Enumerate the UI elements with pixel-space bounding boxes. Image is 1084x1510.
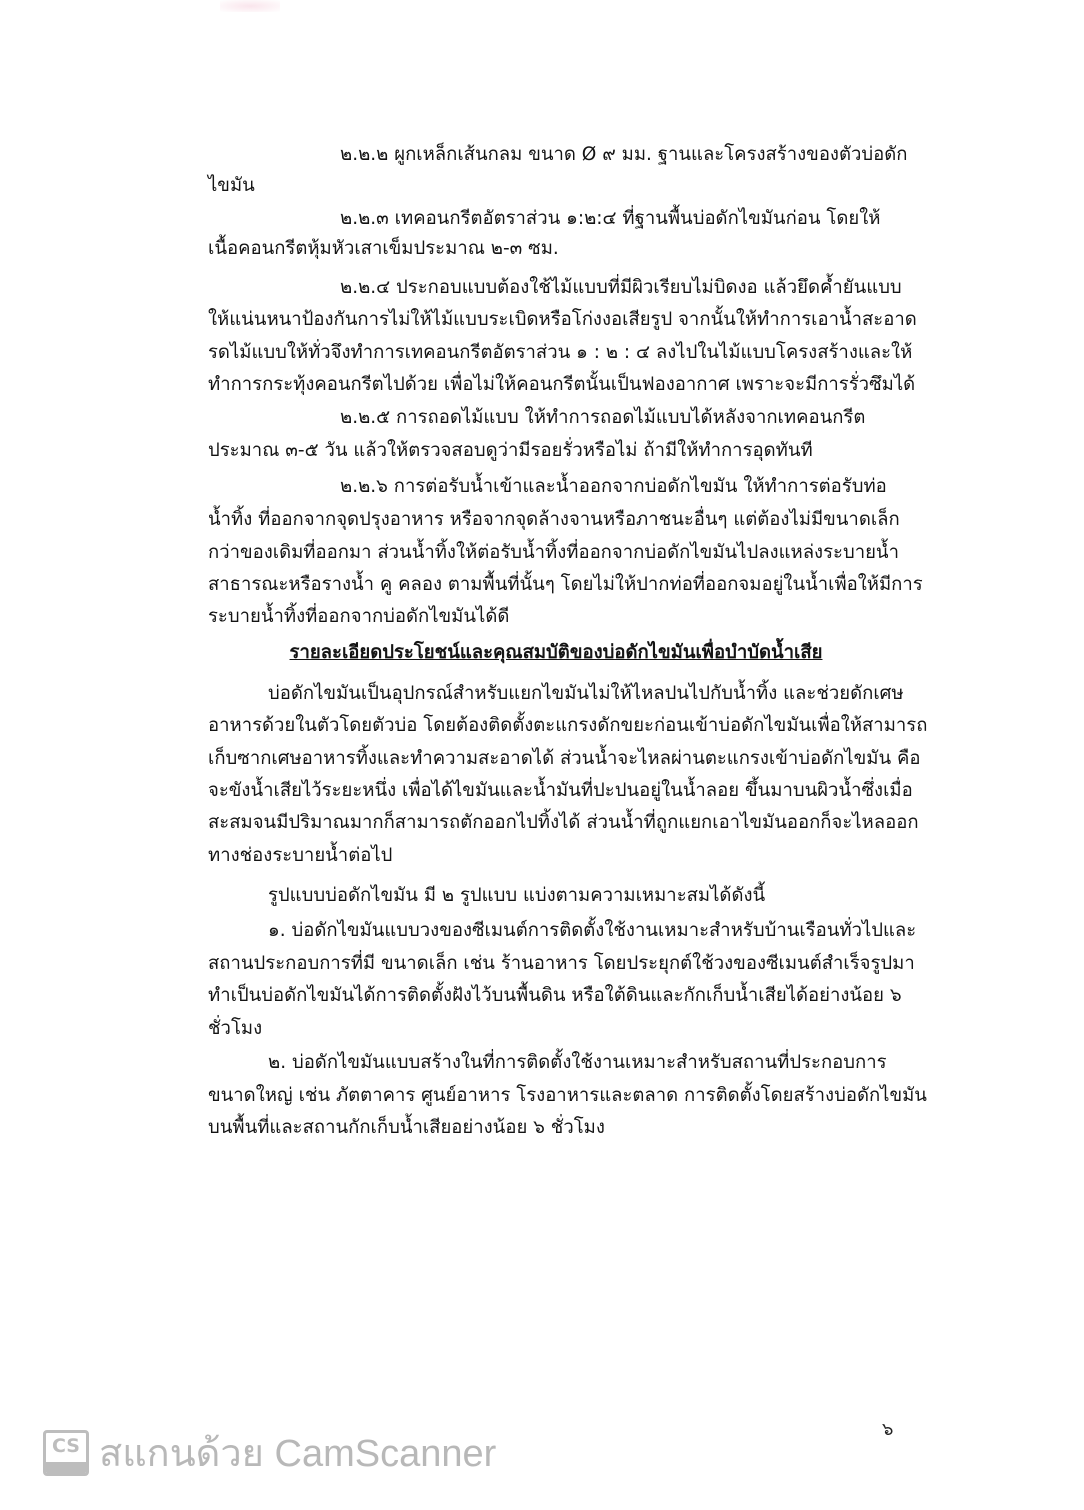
intro-line-2: อาหารด้วยในตัวโดยตัวบ่อ โดยต้องติดตั้งตะแกรงดักขยะก่อนเข้าบ่อดักไขมันเพื่อให้สามารถ: [208, 715, 928, 736]
section-2-2-6-line-4: สาธารณะหรือรางน้ำ คู คลอง ตามพื้นที่นั้นๆ โดยไม่ให้ปากท่อที่ออกจมอยู่ในน้ำเพื่อให้มีการ: [208, 574, 923, 595]
type-1-line-1: ๑. บ่อดักไขมันแบบวงของซีเมนต์การติดตั้งใช้งานเหมาะสำหรับบ้านเรือนทั่วไปและ: [268, 920, 917, 941]
section-heading: รายละเอียดประโยชน์และคุณสมบัติของบ่อดักไขมันเพื่อบำบัดน้ำเสีย: [289, 642, 823, 663]
camscanner-logo-bar: [46, 1462, 86, 1473]
intro-line-1: บ่อดักไขมันเป็นอุปกรณ์สำหรับแยกไขมันไม่ให้ไหลปนไปกับน้ำทิ้ง และช่วยดักเศษ: [268, 683, 904, 704]
section-2-2-2-line-1: ๒.๒.๒ ผูกเหล็กเส้นกลม ขนาด Ø ๙ มม. ฐานและโครงสร้างของตัวบ่อดัก: [340, 144, 908, 165]
type-1-line-3: ทำเป็นบ่อดักไขมันได้การติดตั้งฝังไว้บนพื้นดิน หรือใต้ดินและกักเก็บน้ำเสียได้อย่างน้อย ๖: [208, 985, 902, 1006]
camscanner-logo-text: CS: [52, 1434, 80, 1457]
section-2-2-4-line-2: ให้แน่นหนาป้องกันการไม่ให้ไม้แบบระเบิดหรือโก่งงอเสียรูป จากนั้นให้ทำการเอาน้ำสะอาด: [208, 309, 917, 330]
watermark-text: สแกนด้วย CamScanner: [99, 1433, 497, 1475]
intro-line-5: สะสมจนมีปริมาณมากก็สามารถตักออกไปทิ้งได้ ส่วนน้ำที่ถูกแยกเอาไขมันออกก็จะไหลออก: [208, 812, 919, 833]
section-2-2-4-line-1: ๒.๒.๔ ประกอบแบบต้องใช้ไม้แบบที่มีผิวเรียบไม่บิดงอ แล้วยึดค้ำยันแบบ: [340, 277, 902, 298]
type-2-line-2: ขนาดใหญ่ เช่น ภัตตาคาร ศูนย์อาหาร โรงอาหารและตลาด การติดตั้งโดยสร้างบ่อดักไขมัน: [208, 1085, 927, 1106]
type-2-line-1: ๒. บ่อดักไขมันแบบสร้างในที่การติดตั้งใช้งานเหมาะสำหรับสถานที่ประกอบการ: [268, 1052, 887, 1073]
section-2-2-6-line-1: ๒.๒.๖ การต่อรับน้ำเข้าและน้ำออกจากบ่อดักไขมัน ให้ทำการต่อรับท่อ: [340, 476, 887, 497]
section-2-2-3-line-1: ๒.๒.๓ เทคอนกรีตอัตราส่วน ๑:๒:๔ ที่ฐานพื้นบ่อดักไขมันก่อน โดยให้: [340, 208, 881, 229]
camscanner-logo-icon: [43, 1430, 89, 1476]
section-2-2-5-line-2: ประมาณ ๓-๕ วัน แล้วให้ตรวจสอบดูว่ามีรอยรั่วหรือไม่ ถ้ามีให้ทำการอุดทันที: [208, 440, 813, 461]
section-2-2-6-line-2: น้ำทิ้ง ที่ออกจากจุดปรุงอาหาร หรือจากจุดล้างจานหรือภาชนะอื่นๆ แต่ต้องไม่มีขนาดเล็ก: [208, 509, 900, 530]
type-1-line-4: ชั่วโมง: [208, 1018, 263, 1039]
intro-line-4: จะขังน้ำเสียไว้ระยะหนึ่ง เพื่อได้ไขมันและน้ำมันที่ปะปนอยู่ในน้ำลอย ขึ้นมาบนผิวน้ำซึ่งเมื่อ: [208, 780, 913, 801]
camscanner-watermark: [43, 1422, 496, 1483]
type-2-line-3: บนพื้นที่และสถานกักเก็บน้ำเสียอย่างน้อย ๖ ชั่วโมง: [208, 1117, 605, 1138]
scan-artifact: [220, 0, 280, 12]
page-number: ๖: [882, 1419, 894, 1440]
intro-line-6: ทางช่องระบายน้ำต่อไป: [208, 845, 393, 866]
section-2-2-6-line-3: กว่าของเดิมที่ออกมา ส่วนน้ำทิ้งให้ต่อรับน้ำทิ้งที่ออกจากบ่อดักไขมันไปลงแหล่งระบายน้ำ: [208, 542, 899, 563]
section-2-2-4-line-3: รดไม้แบบให้ทั่วจึงทำการเทคอนกรีตอัตราส่วน ๑ : ๒ : ๔ ลงไปในไม้แบบโครงสร้างและให้: [208, 342, 913, 363]
types-intro: รูปแบบบ่อดักไขมัน มี ๒ รูปแบบ แบ่งตามความเหมาะสมได้ดังนี้: [268, 885, 766, 906]
intro-line-3: เก็บซากเศษอาหารทิ้งและทำความสะอาดได้ ส่วนน้ำจะไหลผ่านตะแกรงเข้าบ่อดักไขมัน คือ: [208, 748, 921, 769]
type-1-line-2: สถานประกอบการที่มี ขนาดเล็ก เช่น ร้านอาหาร โดยประยุกต์ใช้วงของซีเมนต์สำเร็จรูปมา: [208, 953, 915, 974]
section-2-2-6-line-5: ระบายน้ำทิ้งที่ออกจากบ่อดักไขมันได้ดี: [208, 606, 510, 627]
section-2-2-5-line-1: ๒.๒.๕ การถอดไม้แบบ ให้ทำการถอดไม้แบบได้หลังจากเทคอนกรีต: [340, 407, 866, 428]
section-2-2-4-line-4: ทำการกระทุ้งคอนกรีตไปด้วย เพื่อไม่ให้คอนกรีตนั้นเป็นฟองอากาศ เพราะจะมีการรั่วซึมได้: [208, 374, 916, 395]
section-2-2-2-line-2: ไขมัน: [208, 175, 255, 196]
section-2-2-3-line-2: เนื้อคอนกรีตหุ้มหัวเสาเข็มประมาณ ๒-๓ ซม.: [208, 238, 559, 259]
